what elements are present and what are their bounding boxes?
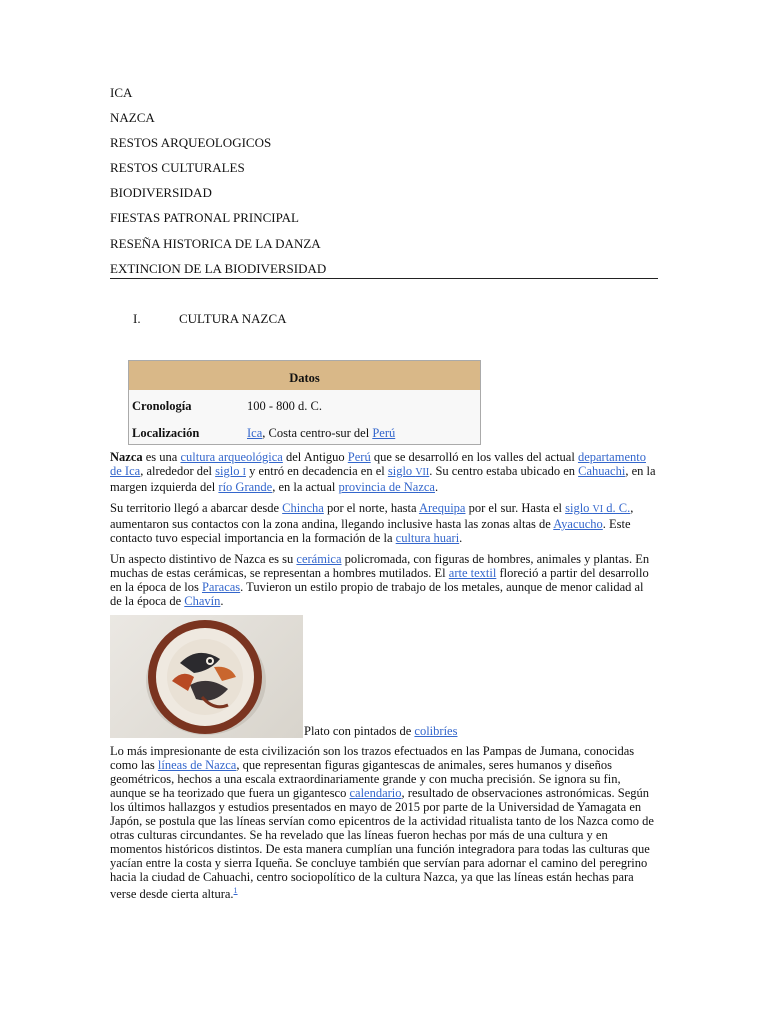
link[interactable]: Cahuachi — [578, 464, 626, 478]
link[interactable] — [388, 464, 429, 478]
figure — [110, 615, 658, 738]
text: , que representan figuras gigantescas de animales, seres humanos y diseños geométricos, hechos a una escala extraordinariamente grande y con mucha precisión. Se ignora su fin, aunque se ha teorizado que fuera un gigantesco — [110, 758, 621, 800]
toc-item: RESTOS ARQUEOLOGICOS — [110, 135, 272, 151]
text: . — [434, 480, 439, 494]
link-text: siglo — [387, 464, 416, 478]
text: Su territorio llegó a abarcar desde — [110, 501, 283, 515]
paragraph — [110, 501, 658, 545]
text: . — [220, 594, 224, 608]
text: que se desarrolló en los valles del actual — [370, 450, 578, 464]
link-text: siglo — [215, 464, 243, 478]
link-text: VI — [592, 504, 604, 515]
link[interactable]: cultura huari — [395, 531, 460, 545]
link[interactable]: Perú — [347, 450, 371, 464]
link[interactable]: río Grande — [218, 480, 273, 494]
link[interactable]: Arequipa — [418, 501, 466, 515]
text: . — [459, 531, 463, 545]
article-body — [110, 450, 658, 908]
caption-text: Plato con pintados de — [304, 724, 415, 738]
link[interactable]: Chincha — [282, 501, 324, 515]
plate-illustration — [110, 615, 303, 738]
toc-item: EXTINCION DE LA BIODIVERSIDAD — [110, 261, 658, 279]
text: floreció a partir del desarrollo en la época de los — [110, 566, 649, 594]
link[interactable]: calendario — [349, 786, 402, 800]
text: policromada, con figuras de hombres, animales y plantas. En muchas de estas cerámicas, se representan a hombres mutilados. El — [110, 552, 650, 580]
paragraph — [110, 450, 658, 494]
link[interactable]: Chavín — [184, 594, 221, 608]
text: y entró en decadencia en el — [245, 464, 388, 478]
toc-item: RESEÑA HISTORICA DE LA DANZA — [110, 235, 321, 251]
text: Un aspecto distintivo de Nazca es su — [110, 552, 297, 566]
link-text: VII — [415, 467, 430, 478]
link[interactable] — [565, 501, 630, 515]
text: , en la margen izquierda del — [110, 464, 656, 494]
text: , aumentaron sus contactos con la zona andina, llegando inclusive hasta las zonas altas de — [110, 501, 634, 531]
reference-link[interactable]: 1 — [233, 886, 238, 895]
infobox-label: Localización — [132, 426, 200, 440]
link[interactable]: líneas de Nazca — [157, 758, 237, 772]
text: , en la actual — [272, 480, 339, 494]
section-number: I. — [133, 311, 141, 326]
text: es una — [142, 450, 181, 464]
link-text: siglo — [565, 501, 593, 515]
section-heading — [133, 311, 287, 327]
text: del Antiguo — [282, 450, 348, 464]
link[interactable]: cerámica — [296, 552, 342, 566]
text: , alrededor del — [140, 464, 216, 478]
infobox-value — [247, 417, 395, 449]
text: . Tuvieron un estilo propio de trabajo de los metales, aunque de menor calidad al de la época de — [110, 580, 644, 608]
link-text: d. C. — [603, 501, 631, 515]
text: Lo más impresionante de esta civilización son los trazos efectuados en las Pampas de Jumana, conocidas como las — [110, 744, 635, 772]
infobox-row-location — [129, 417, 480, 444]
link[interactable]: departamento de Ica — [110, 450, 646, 478]
toc-item: RESTOS CULTURALES — [110, 160, 245, 176]
section-title: CULTURA NAZCA — [179, 311, 287, 326]
link-text: I — [242, 467, 246, 478]
link[interactable]: provincia de Nazca — [338, 480, 435, 494]
text: . Su centro estaba ubicado en — [429, 464, 579, 478]
link[interactable]: cultura arqueológica — [180, 450, 283, 464]
text: , resultado de observaciones astronómicas. Según los últimos hallazgos y estudios presentados en mayo de 2015 por parte de la Universidad de Yamagata en Japón, se postula que las líneas servían como epicentros de la actividad ritualista tanto de los Nazca como de otras culturas circundantes. Se ha revelado que las líneas fueron hechas por más de una cultura y en momentos históricos distintos. De esta manera cumplían una función integradora para todas las culturas que yacían entre la costa y sierra Iqueña. Se concluye también que servían para adornar el camino del peregrino hacia la ciudad de Cahuachi, centro sociopolítico de la cultura Nazca, ya que las líneas están hechas para verse desde cierta altura. — [110, 786, 654, 902]
infobox-row-chronology — [129, 390, 480, 417]
link-colibries[interactable]: colibríes — [414, 724, 458, 738]
link-ica[interactable]: Ica — [247, 426, 263, 440]
plate-image — [110, 615, 303, 738]
infobox-text: , Costa centro-sur del — [262, 426, 373, 440]
figure-caption — [304, 724, 457, 738]
paragraph — [110, 744, 658, 901]
toc-item: ICA — [110, 85, 133, 100]
link-peru[interactable]: Perú — [372, 426, 396, 440]
infobox-value: 100 - 800 d. C. — [247, 399, 322, 413]
toc-item: BIODIVERSIDAD — [110, 185, 212, 201]
table-of-contents — [110, 85, 658, 279]
infobox — [128, 360, 481, 445]
infobox-title: Datos — [129, 361, 480, 390]
paragraph — [110, 552, 658, 608]
link[interactable] — [215, 464, 246, 478]
toc-item: FIESTAS PATRONAL PRINCIPAL — [110, 210, 299, 226]
toc-item: NAZCA — [110, 110, 155, 126]
link[interactable]: Paracas — [201, 580, 241, 594]
text: por el sur. Hasta el — [465, 501, 566, 515]
text: . Este contacto tuvo especial importancia en la formación de la — [110, 517, 631, 545]
infobox-label: Cronología — [132, 399, 192, 413]
text: por el norte, hasta — [323, 501, 419, 515]
bold-term: Nazca — [110, 450, 143, 464]
link[interactable]: arte textil — [448, 566, 497, 580]
link[interactable]: Ayacucho — [553, 517, 603, 531]
